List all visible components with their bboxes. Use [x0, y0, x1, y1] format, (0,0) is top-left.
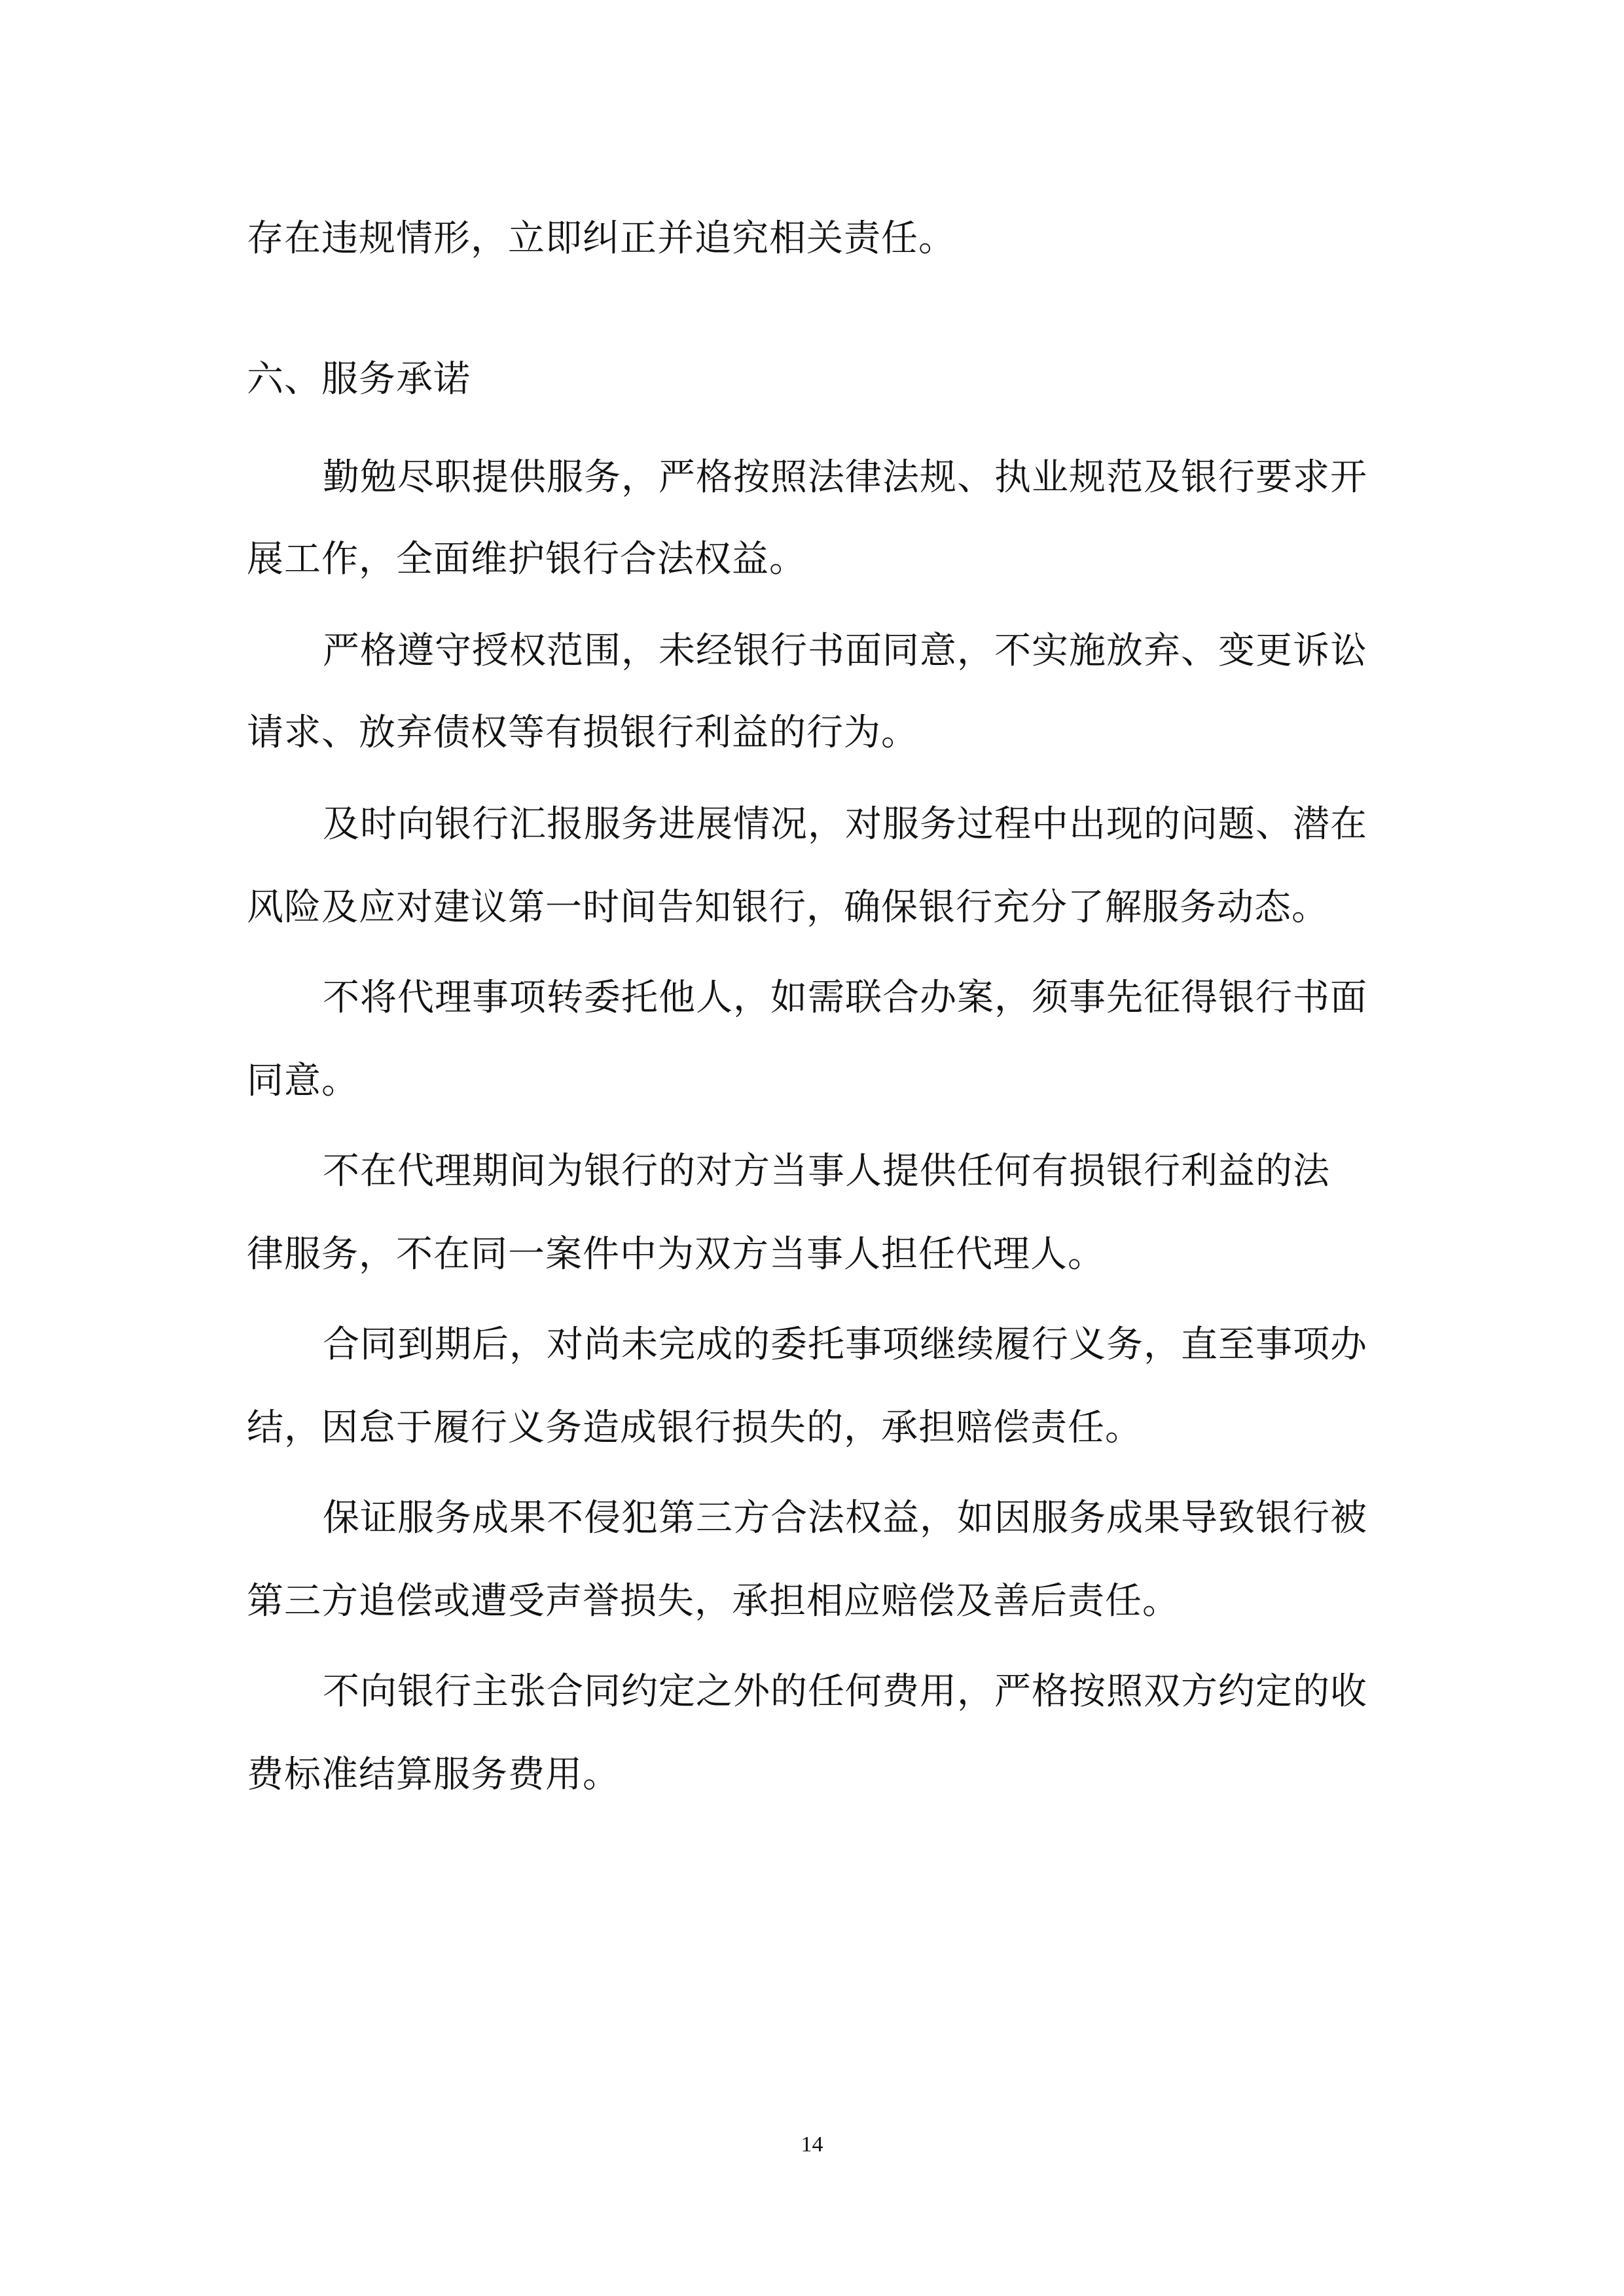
- paragraph-3-line-1: 及时向银行汇报服务进展情况，对服务过程中出现的问题、潜在: [323, 803, 1367, 846]
- paragraph-5-line-2: 律服务，不在同一案件中为双方当事人担任代理人。: [247, 1233, 1105, 1276]
- paragraph-2-line-1: 严格遵守授权范围，未经银行书面同意，不实施放弃、变更诉讼: [323, 630, 1367, 672]
- paragraph-1-line-2: 展工作，全面维护银行合法权益。: [247, 538, 806, 581]
- paragraph-8-line-1: 不向银行主张合同约定之外的任何费用，严格按照双方约定的收: [323, 1670, 1367, 1713]
- page-number: 14: [801, 2132, 823, 2157]
- paragraph-1-line-1: 勤勉尽职提供服务，严格按照法律法规、执业规范及银行要求开: [323, 456, 1367, 499]
- paragraph-8-line-2: 费标准结算服务费用。: [247, 1753, 620, 1796]
- paragraph-3-line-2: 风险及应对建议第一时间告知银行，确保银行充分了解服务动态。: [247, 886, 1329, 929]
- paragraph-continuation-line: 存在违规情形，立即纠正并追究相关责任。: [247, 217, 956, 260]
- paragraph-5-line-1: 不在代理期间为银行的对方当事人提供任何有损银行利益的法: [323, 1150, 1330, 1193]
- paragraph-6-line-1: 合同到期后，对尚未完成的委托事项继续履行义务，直至事项办: [323, 1323, 1367, 1366]
- section-heading: 六、服务承诺: [247, 358, 471, 401]
- paragraph-7-line-1: 保证服务成果不侵犯第三方合法权益，如因服务成果导致银行被: [323, 1497, 1367, 1539]
- paragraph-7-line-2: 第三方追偿或遭受声誉损失，承担相应赔偿及善后责任。: [247, 1580, 1180, 1623]
- paragraph-6-line-2: 结，因怠于履行义务造成银行损失的，承担赔偿责任。: [247, 1407, 1142, 1449]
- paragraph-4-line-2: 同意。: [247, 1060, 359, 1102]
- paragraph-4-line-1: 不将代理事项转委托他人，如需联合办案，须事先征得银行书面: [323, 977, 1367, 1019]
- paragraph-2-line-2: 请求、放弃债权等有损银行利益的行为。: [247, 711, 918, 754]
